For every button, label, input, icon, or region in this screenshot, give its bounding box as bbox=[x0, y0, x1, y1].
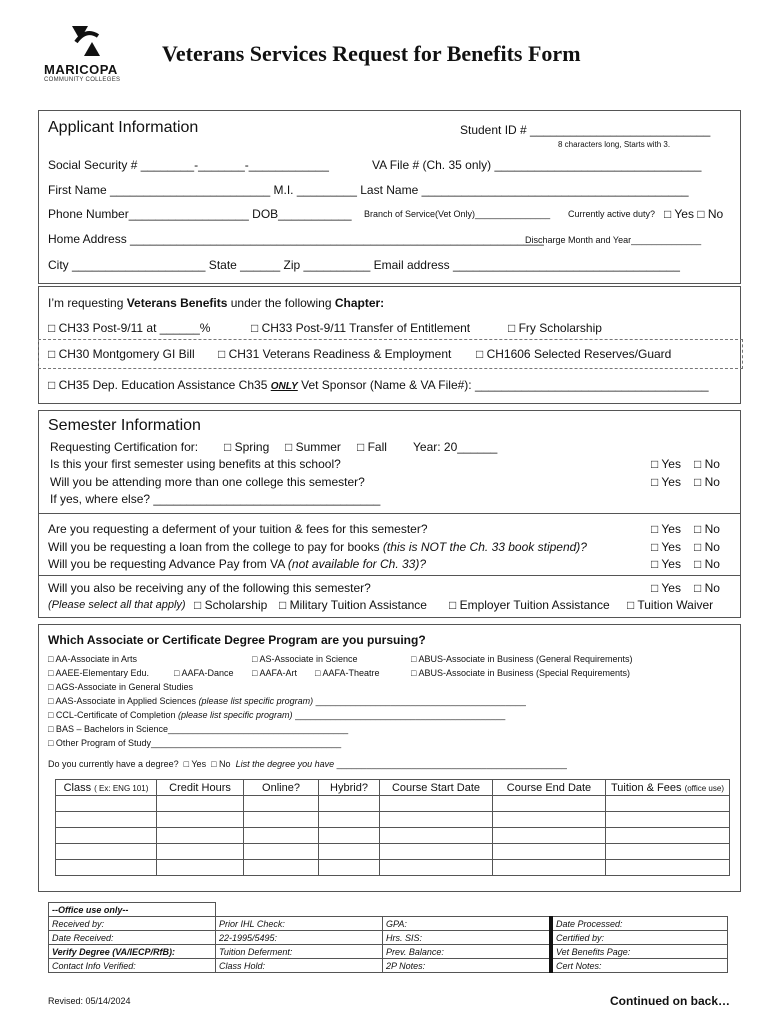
ch33-checkbox[interactable]: □ CH33 Post-9/11 at ______% bbox=[48, 321, 211, 335]
degree-yes[interactable]: □ Yes bbox=[183, 759, 207, 769]
year-field[interactable]: Year: 20______ bbox=[413, 440, 498, 454]
abus-special-checkbox[interactable]: □ ABUS-Associate in Business (Special Requirements) bbox=[411, 668, 631, 678]
other-assistance-yes[interactable]: □ Yes bbox=[651, 581, 681, 595]
col-credit-hours: Credit Hours bbox=[157, 780, 244, 796]
as-checkbox[interactable]: □ AS-Associate in Science bbox=[252, 654, 358, 664]
phone-dob-field[interactable]: Phone Number__________________ DOB___________ bbox=[48, 207, 352, 221]
advance-pay-yes[interactable]: □ Yes bbox=[651, 557, 681, 571]
table-row[interactable] bbox=[56, 812, 730, 828]
active-duty-label: Currently active duty? bbox=[568, 209, 656, 219]
col-online: Online? bbox=[244, 780, 319, 796]
employer-ta-checkbox[interactable]: □ Employer Tuition Assistance bbox=[449, 598, 610, 612]
loan-yes[interactable]: □ Yes bbox=[651, 540, 681, 554]
other-assistance-question: Will you also be receiving any of the following this semester? bbox=[48, 581, 371, 595]
where-else-field[interactable]: If yes, where else? __________________________________ bbox=[50, 492, 381, 506]
bas-checkbox[interactable]: □ BAS – Bachelors in Science____________________________________ bbox=[48, 724, 349, 734]
degree-question: Do you currently have a degree? □ Yes □ No List the degree you have ______________________________________________ bbox=[48, 759, 567, 769]
table-row[interactable] bbox=[56, 828, 730, 844]
other-assistance-no[interactable]: □ No bbox=[694, 581, 720, 595]
student-id-field[interactable]: Student ID # ___________________________ bbox=[460, 123, 711, 137]
home-address-field[interactable]: Home Address ______________________________________________________________ bbox=[48, 232, 544, 246]
deferment-yes[interactable]: □ Yes bbox=[651, 522, 681, 536]
aafa-dance-checkbox[interactable]: □ AAFA-Dance bbox=[174, 668, 234, 678]
branch-field[interactable]: Branch of Service(Vet Only)_______________ bbox=[364, 209, 551, 219]
aafa-theatre-checkbox[interactable]: □ AAFA-Theatre bbox=[315, 668, 380, 678]
office-header-row bbox=[49, 903, 728, 917]
col-hybrid: Hybrid? bbox=[319, 780, 380, 796]
first-semester-question: Is this your first semester using benefits at this school? bbox=[50, 457, 341, 471]
discharge-field[interactable]: Discharge Month and Year______________ bbox=[525, 235, 702, 245]
semester-heading: Semester Information bbox=[48, 417, 201, 434]
chapter-intro: I’m requesting Veterans Benefits under the following Chapter: bbox=[48, 296, 385, 310]
cert-label: Requesting Certification for: bbox=[50, 440, 199, 454]
ch33-transfer-checkbox[interactable]: □ CH33 Post-9/11 Transfer of Entitlement bbox=[251, 321, 471, 335]
multi-college-no[interactable]: □ No bbox=[694, 475, 720, 489]
semester-divider-2 bbox=[38, 575, 741, 576]
semester-divider-1 bbox=[38, 513, 741, 514]
logo-subtitle: COMMUNITY COLLEGES bbox=[44, 77, 121, 83]
scholarship-checkbox[interactable]: □ Scholarship bbox=[194, 598, 268, 612]
advance-pay-question: Will you be requesting Advance Pay from VA (not available for Ch. 33)? bbox=[48, 557, 426, 571]
multi-college-question: Will you be attending more than one college this semester? bbox=[50, 475, 365, 489]
name-fields[interactable]: First Name ________________________ M.I. _________ Last Name ________________________________________ bbox=[48, 183, 689, 197]
first-semester-no[interactable]: □ No bbox=[694, 457, 720, 471]
table-row[interactable] bbox=[56, 860, 730, 876]
table-row[interactable] bbox=[56, 844, 730, 860]
loan-question: Will you be requesting a loan from the college to pay for books (this is NOT the Ch. 33 book stipend)? bbox=[48, 540, 587, 554]
ags-checkbox[interactable]: □ AGS-Associate in General Studies bbox=[48, 682, 194, 692]
class-table-header bbox=[56, 780, 730, 796]
ssn-field[interactable]: Social Security # ________-_______-____________ bbox=[48, 158, 329, 172]
tuition-waiver-checkbox[interactable]: □ Tuition Waiver bbox=[627, 598, 714, 612]
col-tuition-fees: Tuition & Fees (office use) bbox=[606, 780, 730, 796]
select-all-note: (Please select all that apply) bbox=[48, 599, 186, 611]
ccl-checkbox[interactable]: □ CCL-Certificate of Completion (please list specific program) __________________________________________ bbox=[48, 710, 506, 720]
logo-name: MARICOPA bbox=[44, 62, 118, 77]
aafa-art-checkbox[interactable]: □ AAFA-Art bbox=[252, 668, 297, 678]
table-row: Received by: Prior IHL Check: GPA: Date Processed: bbox=[49, 917, 728, 931]
table-row: Verify Degree (VA/IECP/RfB): Tuition Deferment: Prev. Balance: Vet Benefits Page: bbox=[49, 945, 728, 959]
advance-pay-no[interactable]: □ No bbox=[694, 557, 720, 571]
abus-general-checkbox[interactable]: □ ABUS-Associate in Business (General Requirements) bbox=[411, 654, 633, 664]
applicant-heading: Applicant Information bbox=[48, 119, 199, 136]
city-state-zip-email-field[interactable]: City ____________________ State ______ Zip __________ Email address __________________________________ bbox=[48, 258, 680, 272]
revised-date: Revised: 05/14/2024 bbox=[48, 996, 131, 1006]
aa-checkbox[interactable]: □ AA-Associate in Arts bbox=[48, 654, 137, 664]
deferment-question: Are you requesting a deferment of your tuition & fees for this semester? bbox=[48, 522, 428, 536]
first-semester-yes[interactable]: □ Yes bbox=[651, 457, 681, 471]
other-program-checkbox[interactable]: □ Other Program of Study______________________________________ bbox=[48, 738, 342, 748]
maricopa-logo-icon bbox=[66, 22, 106, 60]
degree-no[interactable]: □ No bbox=[211, 759, 231, 769]
military-ta-checkbox[interactable]: □ Military Tuition Assistance bbox=[279, 598, 427, 612]
office-use-header: --Office use only-- bbox=[49, 903, 216, 917]
col-end-date: Course End Date bbox=[493, 780, 606, 796]
aaee-checkbox[interactable]: □ AAEE-Elementary Edu. bbox=[48, 668, 149, 678]
student-id-note: 8 characters long, Starts with 3. bbox=[558, 140, 671, 149]
ch1606-checkbox[interactable]: □ CH1606 Selected Reserves/Guard bbox=[476, 347, 672, 361]
col-start-date: Course Start Date bbox=[380, 780, 493, 796]
fry-checkbox[interactable]: □ Fry Scholarship bbox=[508, 321, 602, 335]
loan-no[interactable]: □ No bbox=[694, 540, 720, 554]
ch30-checkbox[interactable]: □ CH30 Montgomery GI Bill bbox=[48, 347, 195, 361]
col-class: Class ( Ex: ENG 101) bbox=[56, 780, 157, 796]
multi-college-yes[interactable]: □ Yes bbox=[651, 475, 681, 489]
continued-note: Continued on back… bbox=[610, 994, 730, 1008]
class-table bbox=[55, 779, 730, 876]
aas-checkbox[interactable]: □ AAS-Associate in Applied Sciences (please list specific program) __________________________________________ bbox=[48, 696, 526, 706]
table-row[interactable] bbox=[56, 796, 730, 812]
fall-checkbox[interactable]: □ Fall bbox=[357, 440, 387, 454]
office-use-table bbox=[48, 902, 728, 973]
va-file-field[interactable]: VA File # (Ch. 35 only) _______________________________ bbox=[372, 158, 702, 172]
page-title: Veterans Services Request for Benefits Form bbox=[162, 41, 581, 66]
table-row: Date Received: 22-1995/5495: Hrs. SIS: Certified by: bbox=[49, 931, 728, 945]
program-heading: Which Associate or Certificate Degree Program are you pursuing? bbox=[48, 633, 426, 647]
ch35-checkbox[interactable]: □ CH35 Dep. Education Assistance Ch35 ONLY Vet Sponsor (Name & VA File#): ___________________________________ bbox=[48, 378, 709, 392]
ch31-checkbox[interactable]: □ CH31 Veterans Readiness & Employment bbox=[218, 347, 452, 361]
active-duty-checkboxes[interactable]: □ Yes □ No bbox=[664, 207, 724, 221]
deferment-no[interactable]: □ No bbox=[694, 522, 720, 536]
table-row: Contact Info Verified: Class Hold: 2P Notes: Cert Notes: bbox=[49, 959, 728, 973]
summer-checkbox[interactable]: □ Summer bbox=[285, 440, 341, 454]
spring-checkbox[interactable]: □ Spring bbox=[224, 440, 270, 454]
